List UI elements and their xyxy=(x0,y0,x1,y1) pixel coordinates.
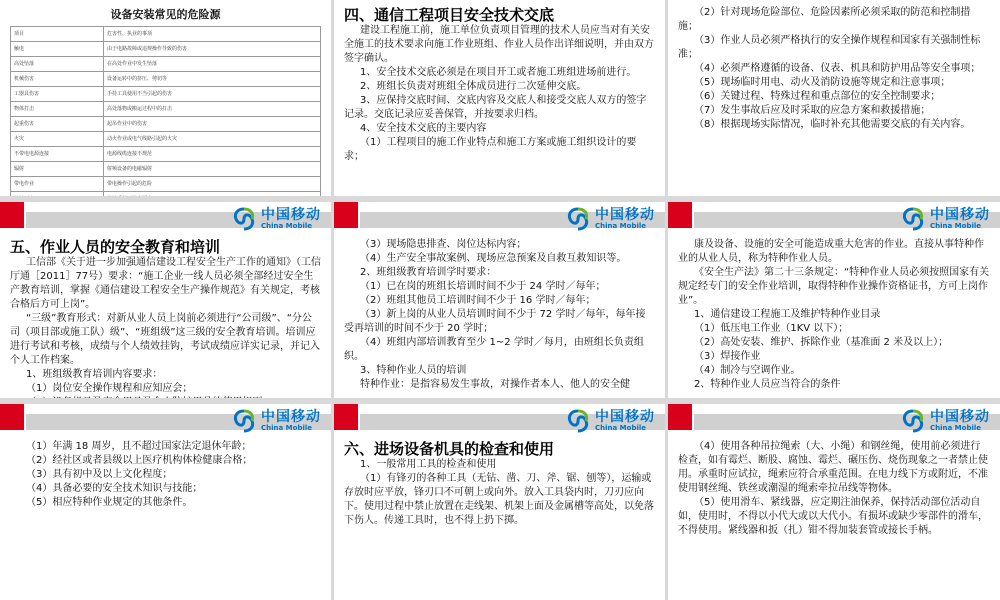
hazard-name-cell: 机械伤害 xyxy=(11,72,104,87)
table-row xyxy=(11,42,321,57)
list-item: （1）已在岗的班组长培训时间不少于 24 学时／每年； xyxy=(360,281,606,292)
paragraph: 2、班组长负责对班组全体成员进行二次延伸交底。 xyxy=(360,81,587,92)
paragraph: （1）岗位安全操作规程和应知应会； xyxy=(26,383,193,394)
china-mobile-logo xyxy=(565,408,655,434)
list-item: （3）新上岗的从业人员培训时间不少于 72 学时／每年，每年接受再培训的时间不少于 20 学时； xyxy=(344,309,646,334)
slide-content xyxy=(678,238,990,398)
hazard-desc-cell: 设备运转中的挤压、剪切等 xyxy=(104,72,321,87)
paragraph: 1、安全技术交底必须是在项目开工或者施工班组进场前进行。 xyxy=(360,67,637,78)
hazard-desc-cell: 射频设备的电磁辐射 xyxy=(104,162,321,177)
table-row xyxy=(11,147,321,162)
list-item: （5）现场临时用电、动火及消防设施等规定和注意事项； xyxy=(694,77,951,88)
list-item: （8）根据现场实际情况，临时补充其他需要交底的有关内容。 xyxy=(694,119,971,130)
logo-cn: 中国移动 xyxy=(930,409,990,425)
hazard-name-cell: 火灾 xyxy=(11,132,104,147)
slide-title: 六、进场设备机具的检查和使用 xyxy=(344,440,555,458)
table-row xyxy=(11,72,321,87)
table-row xyxy=(11,57,321,72)
logo-cn: 中国移动 xyxy=(930,207,990,223)
slide-content xyxy=(678,440,990,600)
hazard-name-cell: 触电 xyxy=(11,42,104,57)
red-bar xyxy=(668,404,692,430)
hazard-name-cell xyxy=(11,192,104,197)
china-mobile-logo xyxy=(900,206,990,232)
china-mobile-logo-icon xyxy=(565,408,591,434)
paragraph: 建设工程施工前，施工单位负责项目管理的技术人员应当对有关安全施工的技术要求向施工作业班组、作业人员作出详细说明，并由双方签字确认。 xyxy=(344,25,654,64)
hazard-desc-cell: 手持工具使用不当引起的伤害 xyxy=(104,87,321,102)
paragraph: （1）有锋刃的各种工具（无钻、凿、刀、斧、锯、刨等），运输或存放时应平放，锋刃口不可朝上或向外。放入工具袋内时，刀刃应向下。使用过程中禁止放置在走线架、机架上面及金属槽等高处，以免落下伤人。传递工具时，也不得上扔下掷。 xyxy=(344,473,654,526)
hazard-desc-cell: 由于电路故障或违规操作导致的伤害 xyxy=(104,42,321,57)
paragraph: 康及设备、设施的安全可能造成重大危害的作业。直接从事特种作业的从业人员，称为特种作业人员。 xyxy=(678,239,984,264)
china-mobile-logo xyxy=(565,206,655,232)
hazard-name-cell: 项目 xyxy=(11,27,104,42)
list-item: （3）焊接作业 xyxy=(694,351,761,362)
red-bar xyxy=(0,404,24,430)
hazard-name-cell: 起重伤害 xyxy=(11,117,104,132)
slide-content xyxy=(344,440,655,600)
hazard-desc-cell xyxy=(104,192,321,197)
list-item: （6）关键过程、特殊过程和重点部位的安全控制要求； xyxy=(694,91,941,102)
list-item: （3）作业人员必须严格执行的安全操作规程和国家有关强制性标准； xyxy=(678,35,981,60)
hazard-name-cell: 带电作业 xyxy=(11,177,104,192)
china-mobile-logo xyxy=(231,206,321,232)
list-item: 特种作业：是指容易发生事故，对操作者本人、他人的安全健 xyxy=(360,379,630,390)
hazard-name-cell: 辐射 xyxy=(11,162,104,177)
slide-special-operations[interactable] xyxy=(668,202,1000,398)
china-mobile-logo-icon xyxy=(900,408,926,434)
hazard-desc-cell: 带电操作引起的危险 xyxy=(104,177,321,192)
paragraph: 1、通信建设工程施工及维护特种作业目录 xyxy=(694,309,881,320)
slide-title: 四、通信工程项目安全技术交底 xyxy=(344,6,555,24)
slide-briefing-contents[interactable] xyxy=(668,0,1000,196)
table-row xyxy=(11,102,321,117)
list-item: 3、特种作业人员的培训 xyxy=(360,365,467,376)
hazard-name-cell: 不带电电源连接 xyxy=(11,147,104,162)
list-item: （4）制冷与空调作业。 xyxy=(694,365,801,376)
list-item: （4）具备必要的安全技术知识与技能； xyxy=(26,483,203,494)
table-row xyxy=(11,117,321,132)
china-mobile-logo-icon xyxy=(231,408,257,434)
list-item: （3）现场隐患排查、岗位达标内容； xyxy=(360,239,527,250)
logo-cn: 中国移动 xyxy=(261,409,321,425)
table-row xyxy=(11,162,321,177)
list-item: （2）班组其他员工培训时间不少于 16 学时／每年； xyxy=(360,295,596,306)
slide-rope-usage[interactable] xyxy=(668,404,1000,600)
hazard-title: 设备安装常见的危险源 xyxy=(110,8,221,21)
list-item: （4）生产安全事故案例、现场应急预案及自救互救知识等。 xyxy=(360,253,627,264)
logo-en: China Mobile xyxy=(261,222,312,230)
hazard-table xyxy=(10,26,321,196)
slide-safety-briefing[interactable] xyxy=(334,0,665,196)
logo-en: China Mobile xyxy=(595,424,646,432)
slide-content xyxy=(678,6,990,196)
red-bar xyxy=(0,202,24,228)
list-item: （7）发生事故后应及时采取的应急方案和救援措施； xyxy=(694,105,931,116)
list-item: （3）具有初中及以上文化程度； xyxy=(26,469,173,480)
paragraph: 2、特种作业人员应当符合的条件 xyxy=(694,379,841,390)
china-mobile-logo xyxy=(231,408,321,434)
table-row xyxy=(11,87,321,102)
slide-content xyxy=(10,238,321,398)
paragraph: 《安全生产法》第二十三条规定：“特种作业人员必须按照国家有关规定经专门的安全作业培训，取得特种作业操作资格证书，方可上岗作业”。 xyxy=(678,267,990,306)
table-row xyxy=(11,132,321,147)
china-mobile-logo-icon xyxy=(565,206,591,232)
paragraph: 工信部《关于进一步加强通信建设工程安全生产工作的通知》（工信厅通［2011］77号）要求：“施工企业一线人员必须全部经过安全生产教育培训，掌握《通信建设工程安全生产操作规范》有关规定，考核合格后方可上岗”。 xyxy=(10,257,321,310)
china-mobile-logo xyxy=(900,408,990,434)
red-bar xyxy=(334,404,358,430)
logo-en: China Mobile xyxy=(261,424,312,432)
hazard-desc-cell: 动火作业或电气线路引起的火灾 xyxy=(104,132,321,147)
slide-title: 五、作业人员的安全教育和培训 xyxy=(10,238,221,256)
table-row xyxy=(11,27,321,42)
paragraph: 1、班组级教育培训内容要求： xyxy=(26,369,163,380)
hazard-desc-cell: 起吊作业中的伤害 xyxy=(104,117,321,132)
hazard-desc-cell: 危害性、执业的事项 xyxy=(104,27,321,42)
logo-en: China Mobile xyxy=(595,222,646,230)
table-row xyxy=(11,192,321,197)
china-mobile-logo-icon xyxy=(900,206,926,232)
logo-en: China Mobile xyxy=(930,222,981,230)
slide-education[interactable] xyxy=(0,202,331,398)
list-item: （2）高处安装、维护、拆除作业（基准面 2 米及以上）； xyxy=(694,337,949,348)
slide-training-hours[interactable] xyxy=(334,202,665,398)
hazard-desc-cell: 在高处作业中发生坠落 xyxy=(104,57,321,72)
slide-special-conditions[interactable] xyxy=(0,404,331,600)
hazard-name-cell: 工器具伤害 xyxy=(11,87,104,102)
paragraph: “三级”教育形式：对新从业人员上岗前必须进行“公司级”、“分公司（项目部或施工队）级”、“班组级”这三级的安全教育培训。培训应进行考试和考核，成绩与个人绩效挂钩，考试成绩应详实记录，并记入个人工作档案。 xyxy=(10,313,320,366)
slide-content xyxy=(10,6,321,196)
slide-content xyxy=(344,6,655,196)
hazard-desc-cell: 电源线缆连接不规范 xyxy=(104,147,321,162)
logo-cn: 中国移动 xyxy=(261,207,321,223)
hazard-name-cell: 高处坠落 xyxy=(11,57,104,72)
hazard-name-cell: 物体打击 xyxy=(11,102,104,117)
paragraph xyxy=(10,396,321,398)
list-item: （1）年满 18 周岁，且不超过国家法定退休年龄； xyxy=(26,441,252,452)
list-item: （4）班组内部培训教育至少 1~2 学时／每月，由班组长负责组织。 xyxy=(344,337,644,362)
red-bar xyxy=(334,202,358,228)
slide-hazards[interactable] xyxy=(0,0,331,196)
paragraph: 1、一般常用工具的检查和使用 xyxy=(360,459,497,470)
list-item: （2）针对现场危险部位、危险因素所必须采取的防范和控制措施； xyxy=(678,7,971,32)
paragraph: （4）使用各种吊拉绳索（大、小绳）和钢丝绳，使用前必须进行检查，如有霉烂、断股、腐蚀、霉烂、碾压伤、烧伤现象之一者禁止使用。承重时应试拉，绳索应符合承重范围。在电力线下方或附近，不准使用钢丝绳、铁丝或潮湿的绳索牵拉吊线等物体。 xyxy=(678,441,988,494)
china-mobile-logo-icon xyxy=(231,206,257,232)
logo-cn: 中国移动 xyxy=(595,409,655,425)
red-bar xyxy=(668,202,692,228)
list-item: （2）经社区或者县级以上医疗机构体检健康合格； xyxy=(26,455,253,466)
slide-content xyxy=(10,440,321,600)
list-item: 2、班组级教育培训学时要求： xyxy=(360,267,497,278)
list-item: （1）低压电工作业（1KV 以下）； xyxy=(694,323,849,334)
logo-cn: 中国移动 xyxy=(595,207,655,223)
list-item: （5）相应特种作业规定的其他条件。 xyxy=(26,497,193,508)
slide-content xyxy=(344,238,655,398)
logo-en: China Mobile xyxy=(930,424,981,432)
list-item: （4）必须严格遵循的设备、仪表、机具和防护用品等安全事项； xyxy=(694,63,981,74)
paragraph: 3、应保持交底时间、交底内容及交底人和接受交底人双方的签字记录。交底记录应妥善保管，并按要求归档。 xyxy=(344,95,647,120)
paragraph: （5）使用滑车、紧线器，应定期注油保养，保持活动部位活动自如，使用时，不得以小代大或以大代小。有损坏或缺少零部件的滑车，不得使用。紧线器和扳（扎）钳不得加装套管或接长手柄。 xyxy=(678,497,988,536)
hazard-desc-cell: 高处落物或搬运过程中的打击 xyxy=(104,102,321,117)
table-row xyxy=(11,177,321,192)
paragraph: （1）工程项目的施工作业特点和施工方案或施工组织设计的要求； xyxy=(344,137,637,162)
paragraph: 4、安全技术交底的主要内容 xyxy=(360,123,487,134)
slide-equipment-check[interactable] xyxy=(334,404,665,600)
